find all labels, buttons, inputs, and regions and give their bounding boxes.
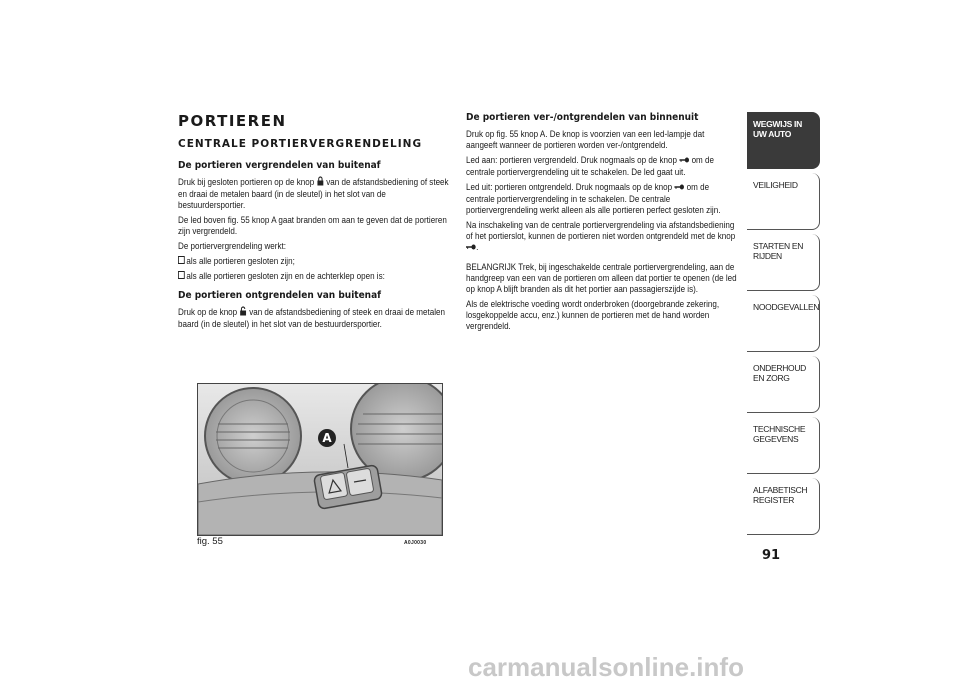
- inside-paragraph-4: [466, 220, 738, 254]
- figure-code: A0J0030: [404, 540, 427, 546]
- page-number: 91: [762, 548, 781, 563]
- led-paragraph: De led boven fig. 55 knop A gaat branden om aan te geven dat de portieren zijn vergrendeld.: [178, 215, 447, 237]
- tab-onderhoud-en-zorg[interactable]: ONDERHOUD EN ZORG: [747, 356, 820, 413]
- lock-icon: [316, 176, 324, 189]
- lock-outside-text-b: van de afstandsbediening of steek en draai de metalen baard (in de sleutel) in het slot van de bestuurdersportier.: [178, 177, 449, 211]
- unlock-icon: [239, 306, 247, 319]
- unlock-outside-text-a: Druk op de knop: [178, 307, 238, 318]
- unlock-outside-paragraph: [178, 306, 453, 330]
- callout-label: A: [322, 431, 332, 445]
- chapter-tabs: [747, 112, 820, 539]
- tab-veiligheid[interactable]: VEILIGHEID: [747, 173, 820, 230]
- bullet-text: als alle portieren gesloten zijn en de achterklep open is:: [186, 271, 385, 282]
- bullet-square-icon: [178, 256, 185, 264]
- key-icon: [679, 156, 689, 167]
- led-off-text-b: om de centrale portiervergrendeling in te schakelen. De centrale portiervergrendeling werkt alleen als alle portieren perfect gesloten zijn.: [466, 182, 721, 216]
- important-paragraph: BELANGRIJK Trek, bij ingeschakelde centrale portiervergrendeling, aan de handgreep van een van de portieren om alleen dat portier te openen (de led op knop A blijft branden als dit het portier aan passagierszijde is).: [466, 262, 737, 295]
- section-subtitle: CENTRALE PORTIERVERGRENDELING: [178, 138, 423, 150]
- unlock-outside-text-b: van de afstandsbediening of steek en draai de metalen baard (in de sleutel) in het slot van de bestuurdersportier.: [178, 307, 445, 330]
- remote-text-b: .: [476, 242, 479, 253]
- bullet-item: [178, 271, 453, 282]
- power-paragraph: Als de elektrische voeding wordt onderbroken (doorgebrande zekering, losgekoppelde accu, enz.) kunnen de portieren met de hand worden vergrendeld.: [466, 299, 720, 332]
- tab-starten-en-rijden[interactable]: STARTEN EN RIJDEN: [747, 234, 820, 291]
- right-column: [466, 112, 738, 336]
- unlock-outside-heading: De portieren ontgrendelen van buitenaf: [178, 290, 382, 301]
- bullet-text: als alle portieren gesloten zijn;: [186, 256, 295, 267]
- watermark: carmanualsonline.info: [468, 652, 744, 682]
- lock-outside-paragraph: [178, 176, 453, 211]
- bullet-item: [178, 256, 453, 267]
- lock-outside-text-a: Druk bij gesloten portieren op de knop: [178, 177, 315, 188]
- left-column: [178, 112, 453, 334]
- inside-paragraph-3: [466, 182, 738, 216]
- tab-technische-gegevens[interactable]: TECHNISCHE GEGEVENS: [747, 417, 820, 474]
- tab-noodgevallen[interactable]: NOODGEVALLEN: [747, 295, 820, 352]
- figure-55: [197, 383, 443, 536]
- works-when-paragraph: De portiervergrendeling werkt:: [178, 241, 286, 252]
- led-off-text-a: Led uit: portieren ontgrendeld. Druk nogmaals op de knop: [466, 182, 673, 193]
- bullet-square-icon: [178, 271, 185, 279]
- lock-outside-heading: De portieren vergrendelen van buitenaf: [178, 160, 381, 171]
- tab-wegwijs[interactable]: WEGWIJS IN UW AUTO: [747, 112, 820, 169]
- callout-a: [318, 429, 336, 447]
- figure-caption: fig. 55: [197, 536, 223, 547]
- inside-heading: De portieren ver-/ontgrendelen van binnenuit: [466, 112, 699, 123]
- led-on-text-b: om de centrale portiervergrendeling uit te schakelen. De led gaat uit.: [466, 155, 714, 178]
- tab-alfabetisch-register[interactable]: ALFABETISCH REGISTER: [747, 478, 820, 535]
- section-title: PORTIEREN: [178, 112, 287, 130]
- inside-paragraph-2: [466, 155, 738, 178]
- led-on-text-a: Led aan: portieren vergrendeld. Druk nogmaals op de knop: [466, 155, 678, 166]
- key-icon: [674, 183, 684, 194]
- remote-text-a: Na inschakeling van de centrale portiervergrendeling via afstandsbediening of het portierslot, kunnen de portieren niet worden ontgrendeld met de knop: [466, 220, 736, 242]
- inside-paragraph-1: Druk op fig. 55 knop A. De knop is voorzien van een led-lampje dat aangeeft wanneer de portieren worden ver-/ontgrendeld.: [466, 129, 705, 151]
- dashboard-illustration: [198, 384, 442, 535]
- key-icon: [466, 242, 479, 254]
